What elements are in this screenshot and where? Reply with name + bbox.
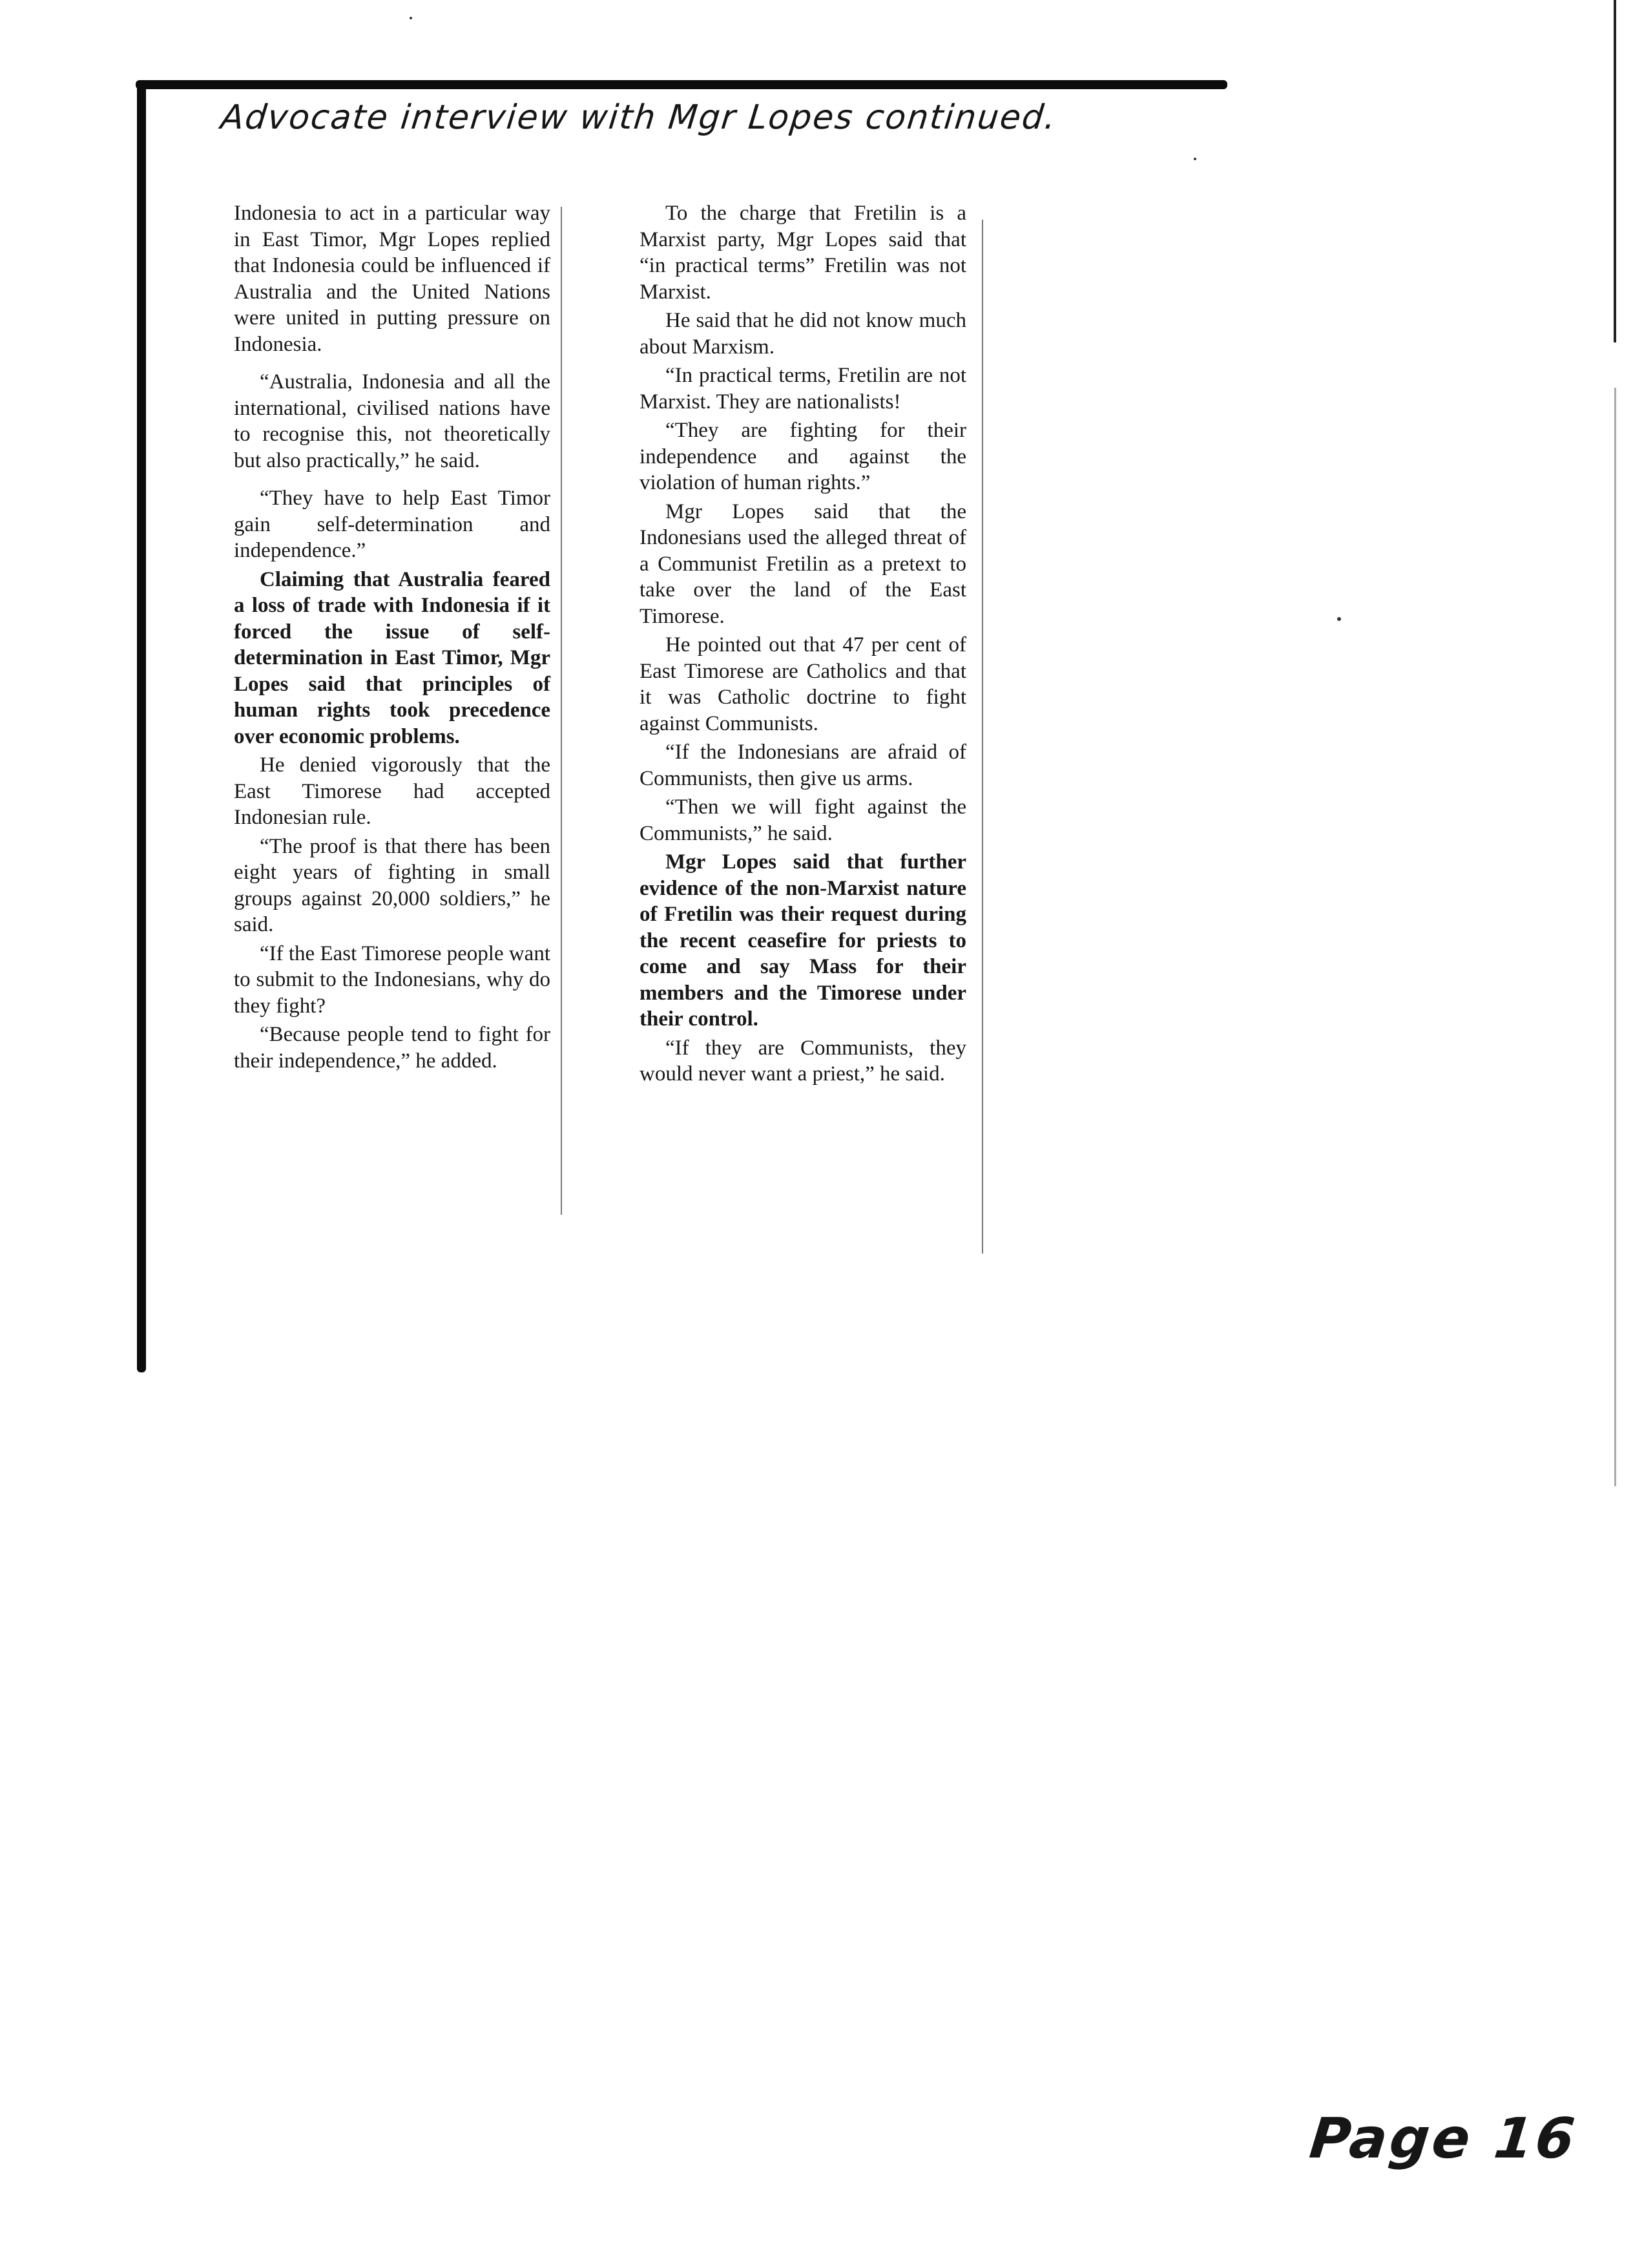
- paragraph: He pointed out that 47 per cent of East Timorese are Catholics and that it was Catholic doctrine to fight against Communists.: [640, 633, 966, 735]
- scan-speck: [410, 17, 412, 19]
- paragraph: “They have to help East Timor gain self-determination and independence.”: [234, 487, 550, 562]
- column-rule: [561, 207, 562, 1215]
- article-column-right: [640, 200, 966, 1090]
- scan-border-left: [137, 80, 146, 1372]
- paragraph: To the charge that Fretilin is a Marxist party, Mgr Lopes said that “in practical terms” Fretilin was not Marxist.: [640, 202, 966, 304]
- paragraph: “Then we will fight against the Communists,” he said.: [640, 795, 966, 845]
- paragraph: “If the East Timorese people want to submit to the Indonesians, why do they fight?: [234, 941, 550, 1018]
- article-column-left: [234, 200, 550, 1076]
- handwritten-header-note: Advocate interview with Mgr Lopes continued.: [218, 98, 1059, 137]
- scan-speck: [1194, 158, 1196, 160]
- paragraph: “Australia, Indonesia and all the international, civilised nations have to recognise this, not theoretically but also practically,” he said.: [234, 370, 550, 472]
- paragraph: “The proof is that there has been eight years of fighting in small groups against 20,000 soldiers,” he said.: [234, 834, 550, 936]
- paragraph: “They are fighting for their independence and against the violation of human rights.”: [640, 419, 966, 494]
- paragraph: “In practical terms, Fretilin are not Marxist. They are nationalists!: [640, 364, 966, 414]
- scan-border-top: [136, 80, 1227, 89]
- scan-speck: [1337, 617, 1341, 621]
- paragraph: He denied vigorously that the East Timorese had accepted Indonesian rule.: [234, 753, 550, 829]
- paragraph: “If they are Communists, they would never want a priest,” he said.: [640, 1036, 966, 1086]
- paragraph: He said that he did not know much about Marxism.: [640, 309, 966, 359]
- column-rule: [982, 220, 983, 1254]
- scan-edge-right: [1614, 0, 1616, 342]
- paragraph: Indonesia to act in a particular way in East Timor, Mgr Lopes replied that Indonesia could be influenced if Australia and the United Nations were united in putting pressure on Indonesia.: [234, 202, 550, 356]
- paragraph: “Because people tend to fight for their independence,” he added.: [234, 1023, 550, 1073]
- paragraph: Mgr Lopes said that the Indonesians used the alleged threat of a Communist Fretilin as a pretext to take over the land of the East Timorese.: [640, 499, 966, 628]
- scan-edge-right-faint: [1614, 388, 1616, 1486]
- handwritten-page-number: Page 16: [1306, 2106, 1581, 2171]
- paragraph-bold: Claiming that Australia feared a loss of trade with Indonesia if it forced the issue of self-determination in East Timor, Mgr Lopes said that principles of human rights took precedence over economic problems.: [234, 567, 550, 748]
- paragraph: “If the Indonesians are afraid of Communists, then give us arms.: [640, 740, 966, 790]
- paragraph-bold: Mgr Lopes said that further evidence of the non-Marxist nature of Fretilin was their request during the recent ceasefire for priests to come and say Mass for their members and the Timorese under their control.: [640, 850, 966, 1031]
